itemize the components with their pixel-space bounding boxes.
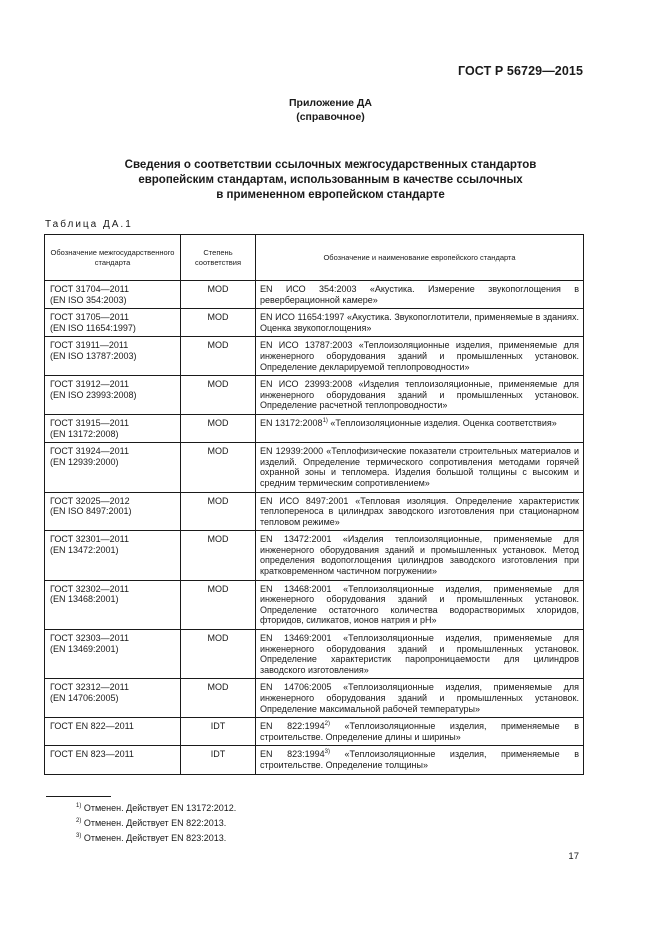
appendix-caption [0,96,661,124]
standard-code-equivalent: (EN 14706:2005) [50,693,119,703]
standard-code-equivalent: (EN ISO 8497:2001) [50,506,132,517]
column-header-european-standard: Обозначение и наименование европейского стандарта [256,235,584,281]
column-header-standard: Обозначение межгосударственного стандарта [45,235,181,281]
footnote [76,800,236,815]
cell-standard-code [45,580,181,629]
footnote [76,830,236,845]
page-number: 17 [568,851,579,862]
european-standard-title: «Изделия теплоизоляционные, применяемые для инженерного оборудования зданий и промышленных установок. Метод определения водопоглощения цилиндров заводского изготовления при кратковременном частичном погружении» [260,534,579,577]
footnote-marker: 3) [324,749,330,756]
table-row [45,679,584,718]
european-standard-ref: EN ИСО 23993:2008 [260,379,353,390]
european-standard-ref: EN ИСО 354:2003 [260,284,357,294]
footnote-marker: 1) [322,417,328,424]
european-standard-title: «Акустика. Звукопоглотители, применяемые в зданиях. Оценка звукопоглощения» [260,312,580,333]
standard-code: ГОСТ 32302—2011 [50,583,129,594]
table-row [45,309,584,337]
standard-code-equivalent: (EN ISO 23993:2008) [50,389,137,400]
european-standard-title: «Теплоизоляционные изделия. Оценка соответствия» [330,417,557,428]
european-standard-ref: EN 13172:2008 [260,417,323,428]
footnote-mark: 3) [76,833,82,839]
standard-code: ГОСТ 31705—2011 [50,312,129,323]
table-header-row [45,235,584,281]
european-standard-title: «Тепловая изоляция. Определение характеристик теплопереноса в цилиндрах заводского изготовления при стационарном тепловом режиме» [260,495,579,527]
table-row [45,443,584,492]
european-standard-ref: EN ИСО 8497:2001 [260,495,349,506]
cell-european-standard [256,492,584,531]
table-row [45,746,584,774]
european-standard-title: «Теплоизоляционные изделия, применяемые для инженерного оборудования зданий и промышленных установок. Определение декларируемой теплопроводности» [260,340,579,372]
footnote-divider [46,796,111,797]
footnote-mark: 1) [76,803,82,809]
standard-code-equivalent: (EN 12939:2000) [50,456,119,467]
standard-code-equivalent: (EN 13472:2001) [50,544,119,555]
cell-degree: MOD [181,281,256,309]
standard-code: ГОСТ 32303—2011 [50,633,129,644]
cell-european-standard [256,630,584,679]
standard-code-equivalent: (EN 13172:2008) [50,428,119,439]
standard-code-equivalent: (EN 13468:2001) [50,594,119,605]
cell-standard-code [45,443,181,492]
cell-european-standard [256,746,584,774]
european-standard-title: «Теплоизоляционные изделия, применяемые в строительстве. Определение длины и ширины» [260,721,579,742]
european-standard-title: «Теплоизоляционные изделия, применяемые для инженерного оборудования зданий и промышленных установок. Определение остаточного количества водорастворимых хлоридов, фторидов, силикатов, ионов натрия и pH» [260,583,579,626]
appendix-title: Приложение ДА [289,97,372,109]
european-standard-ref: EN 14706:2005 [260,682,332,693]
cell-european-standard [256,281,584,309]
footnote [76,815,236,830]
heading-line: Сведения о соответствии ссылочных межгосударственных стандартов [124,159,537,171]
table-row [45,281,584,309]
table-row [45,718,584,746]
standard-code: ГОСТ 31924—2011 [50,446,129,457]
table-row [45,580,584,629]
cell-degree: MOD [181,531,256,580]
standard-code-equivalent: (EN ISO 354:2003) [50,294,127,305]
european-standard-ref: EN 13469:2001 [260,633,332,644]
european-standard-title: «Акустика. Измерение звукопоглощения в реверберационной камере» [260,284,579,305]
standard-code: ГОСТ 32301—2011 [50,534,129,545]
cell-european-standard [256,531,584,580]
standard-code: ГОСТ 31704—2011 [50,284,129,294]
cell-european-standard [256,580,584,629]
footnotes [76,800,236,845]
european-standard-ref: EN 12939:2000 [260,446,324,457]
table-row [45,531,584,580]
cell-degree: IDT [181,718,256,746]
cell-european-standard [256,414,584,442]
document-number: ГОСТ Р 56729—2015 [457,64,583,78]
cell-standard-code [45,281,181,309]
footnote-text: Отменен. Действует EN 822:2013. [83,818,227,828]
table-row [45,376,584,415]
footnote-text: Отменен. Действует EN 823:2013. [83,833,227,843]
european-standard-ref: EN 822:1994 [260,721,325,732]
cell-degree: MOD [181,414,256,442]
cell-standard-code [45,414,181,442]
table-label: Таблица ДА.1 [45,219,133,230]
standard-code: ГОСТ 31912—2011 [50,379,129,390]
cell-standard-code [45,337,181,376]
cell-degree: MOD [181,376,256,415]
table-row [45,337,584,376]
standard-code: ГОСТ EN 823—2011 [50,749,134,760]
standard-code: ГОСТ EN 822—2011 [50,721,134,732]
european-standard-ref: EN ИСО 13787:2003 [260,340,353,351]
european-standard-ref: EN 823:1994 [260,749,325,760]
cell-degree: MOD [181,679,256,718]
cell-standard-code [45,679,181,718]
table-row [45,630,584,679]
cell-standard-code [45,309,181,337]
european-standard-ref: EN 13468:2001 [260,583,332,594]
heading-line: в примененном европейском стандарте [216,189,445,201]
cell-european-standard [256,718,584,746]
cell-standard-code [45,630,181,679]
cell-degree: IDT [181,746,256,774]
cell-european-standard [256,679,584,718]
cell-european-standard [256,309,584,337]
european-standard-ref: EN 13472:2001 [260,534,332,545]
standard-code-equivalent: (EN ISO 11654:1997) [50,322,136,333]
footnote-text: Отменен. Действует EN 13172:2012. [83,803,237,813]
appendix-subtitle: (справочное) [296,111,365,123]
cell-standard-code [45,531,181,580]
standard-code: ГОСТ 31915—2011 [50,417,129,428]
cell-european-standard [256,337,584,376]
european-standard-ref: EN ИСО 11654:1997 [260,312,345,323]
european-standard-title: «Изделия теплоизоляционные, применяемые для инженерного оборудования зданий и промышленных установок. Определение расчетной теплопроводности» [260,379,579,411]
footnote-marker: 2) [324,721,330,728]
cell-european-standard [256,443,584,492]
table-row [45,492,584,531]
table-body [45,281,584,775]
cell-standard-code [45,492,181,531]
cell-degree: MOD [181,492,256,531]
column-header-degree: Степень соответствия [181,235,256,281]
standard-code: ГОСТ 32025—2012 [50,495,130,506]
cell-standard-code [45,718,181,746]
european-standard-title: «Теплофизические показатели строительных материалов и изделий. Определение термического сопротивления методами горячей охранной зоны и тепломера. Изделия большой толщины с высоким и средним термическим сопротивлением» [260,446,579,488]
cell-degree: MOD [181,443,256,492]
table-row [45,414,584,442]
standard-code: ГОСТ 31911—2011 [50,340,129,351]
european-standard-title: «Теплоизоляционные изделия, применяемые для инженерного оборудования зданий и промышленных установок. Определение характеристик паропроницаемости для цилиндров заводского изготовления» [260,633,579,675]
footnote-mark: 2) [76,818,82,824]
correspondence-table [44,234,584,775]
standard-code: ГОСТ 32312—2011 [50,682,129,693]
standard-code-equivalent: (EN 13469:2001) [50,643,119,654]
standard-code-equivalent: (EN ISO 13787:2003) [50,350,137,361]
cell-degree: MOD [181,630,256,679]
european-standard-title: «Теплоизоляционные изделия, применяемые в строительстве. Определение толщины» [260,749,579,770]
section-heading [0,158,661,203]
cell-european-standard [256,376,584,415]
cell-standard-code [45,746,181,774]
cell-standard-code [45,376,181,415]
cell-degree: MOD [181,309,256,337]
cell-degree: MOD [181,337,256,376]
heading-line: европейским стандартам, использованным в качестве ссылочных [138,174,523,186]
cell-degree: MOD [181,580,256,629]
european-standard-title: «Теплоизоляционные изделия, применяемые для инженерного оборудования зданий и промышленных установок. Определение максимальной рабочей температуры» [260,682,579,714]
